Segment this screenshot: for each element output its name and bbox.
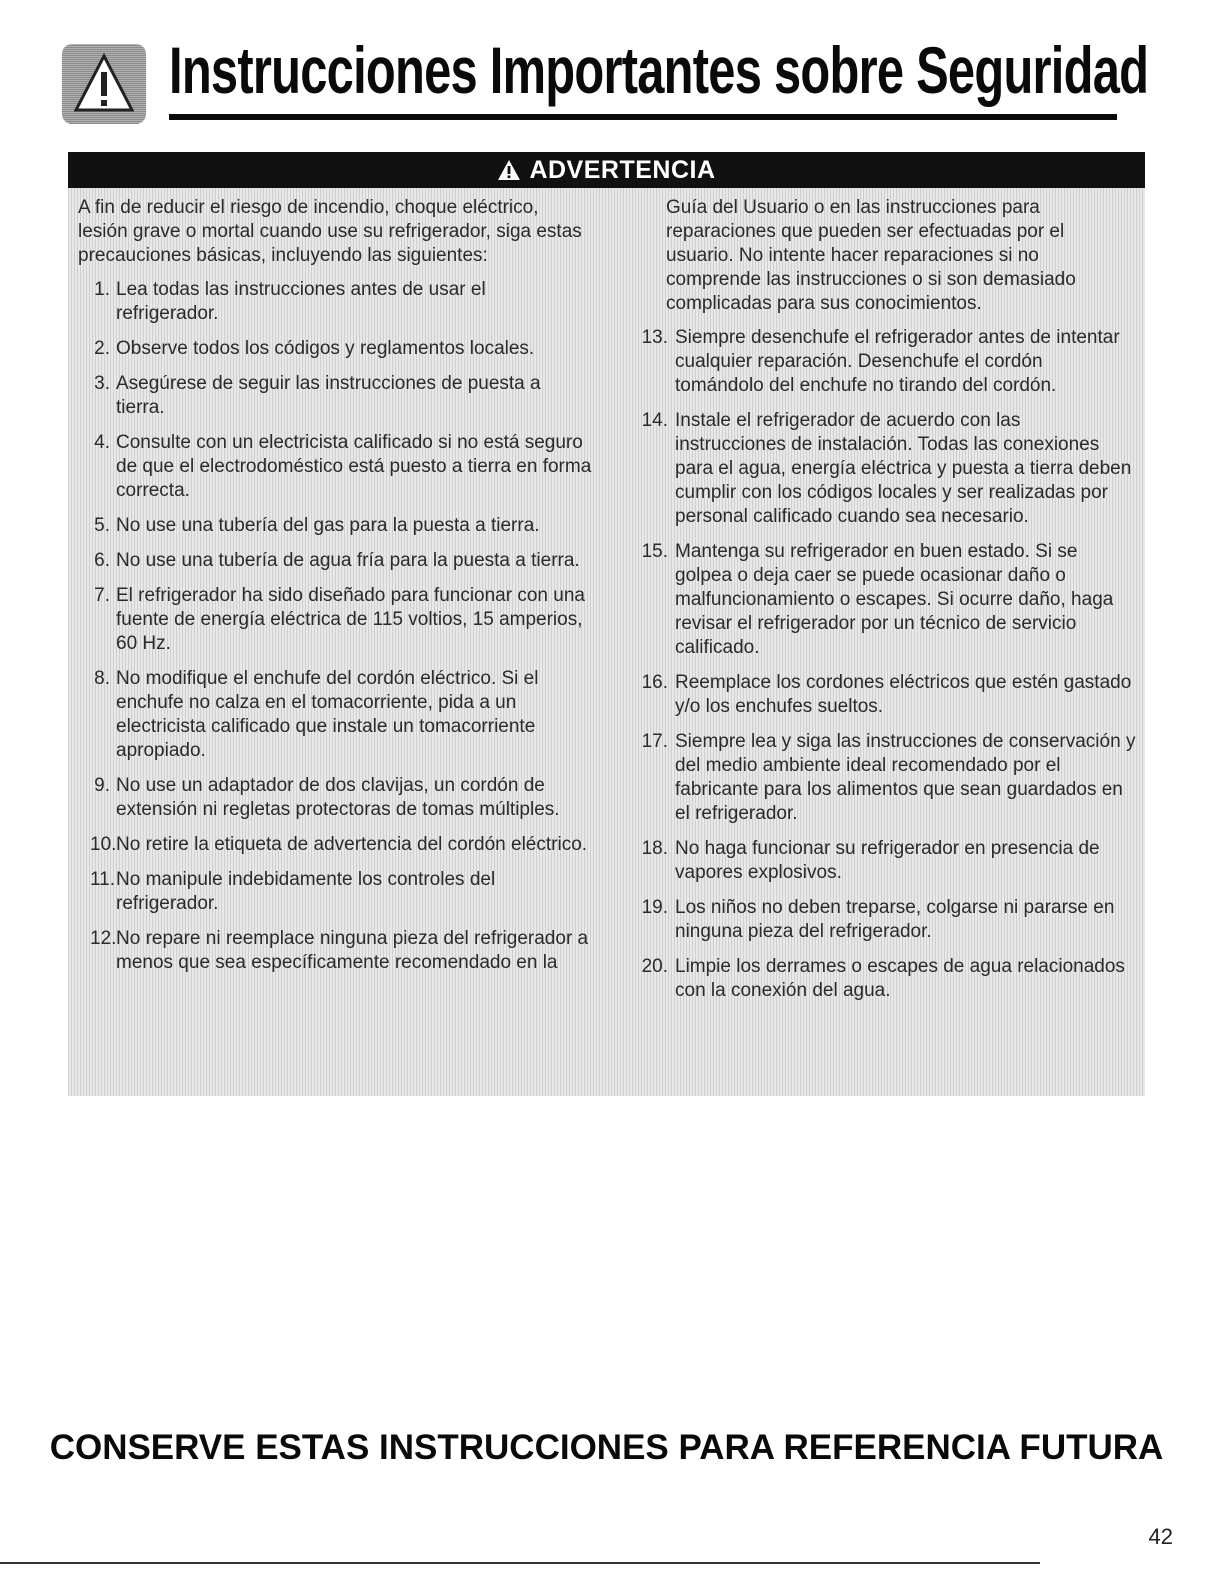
list-item: 6. No use una tubería de agua fría para la puesta a tierra. <box>94 550 580 571</box>
warning-banner <box>68 152 1145 188</box>
page-title: Instrucciones Importantes sobre Seguridad <box>169 33 1149 107</box>
warning-triangle-icon <box>62 44 146 124</box>
list-item: 3. Asegúrese de seguir las instrucciones de puesta a tierra. <box>94 373 541 418</box>
bottom-divider <box>0 1562 1040 1564</box>
list-item: 17. Siempre lea y siga las instrucciones de conservación y del medio ambiente ideal recomendado por el fabricante para los alimentos que sean guardados en el refrigerador. <box>641 731 1136 824</box>
list-item: 15. Mantenga su refrigerador en buen estado. Si se golpea o deja caer se puede ocasionar daño o malfuncionamiento o escapes. Si ocurre daño, haga revisar el refrigerador por un técnico de servicio calificado. <box>641 541 1114 658</box>
list-item: 19. Los niños no deben treparse, colgarse ni pararse en ninguna pieza del refrigerador. <box>641 897 1115 942</box>
title-underline <box>169 114 1117 120</box>
page-number: 42 <box>1148 1524 1173 1549</box>
list-item: 2. Observe todos los códigos y reglamentos locales. <box>94 338 535 359</box>
warning-icon <box>497 155 521 192</box>
list-item: 18. No haga funcionar su refrigerador en presencia de vapores explosivos. <box>641 838 1100 883</box>
list-item: 5. No use una tubería del gas para la puesta a tierra. <box>94 515 540 536</box>
list-item: 9. No use un adaptador de dos clavijas, un cordón de extensión ni regletas protectoras de tomas múltiples. <box>94 775 560 820</box>
list-item: 14. Instale el refrigerador de acuerdo con las instrucciones de instalación. Todas las conexiones para el agua, energía eléctrica y puesta a tierra deben cumplir con los códigos locales y ser realizadas por personal calificado cuando sea necesario. <box>641 410 1132 527</box>
list-item: 11. No manipule indebidamente los controles del refrigerador. <box>90 869 496 914</box>
list-item: 8. No modifique el enchufe del cordón eléctrico. Si el enchufe no calza en el tomacorriente, pida a un electricista calificado que instale un tomacorriente apropiado. <box>94 668 539 761</box>
list-item: 13. Siempre desenchufe el refrigerador antes de intentar cualquier reparación. Desenchufe el cordón tomándolo del enchufe no tirando del cordón. <box>641 327 1120 396</box>
list-item: 4. Consulte con un electricista calificado si no está seguro de que el electrodoméstico está puesto a tierra en forma correcta. <box>94 432 592 501</box>
footer-note: CONSERVE ESTAS INSTRUCCIONES PARA REFERENCIA FUTURA <box>49 1428 1164 1467</box>
list-item: 20. Limpie los derrames o escapes de agua relacionados con la conexión del agua. <box>641 956 1125 1001</box>
warning-intro: A fin de reducir el riesgo de incendio, choque eléctrico, lesión grave o mortal cuando use su refrigerador, siga estas precauciones básicas, incluyendo las siguientes: <box>78 197 582 266</box>
safety-list-left <box>78 278 593 975</box>
left-column <box>78 196 593 986</box>
right-column <box>636 196 1136 1014</box>
page-header <box>62 30 1149 125</box>
item-12-continuation: Guía del Usuario o en las instrucciones para reparaciones que pueden ser efectuadas por el usuario. No intente hacer reparaciones si no comprende las instrucciones o si son demasiado complicadas para sus conocimientos. <box>666 197 1076 314</box>
list-item: 12. No repare ni reemplace ninguna pieza del refrigerador a menos que sea específicamente recomendado en la <box>90 928 589 973</box>
list-item: 7. El refrigerador ha sido diseñado para funcionar con una fuente de energía eléctrica de 115 voltios, 15 amperios, 60 Hz. <box>94 585 585 654</box>
list-item: 1. Lea todas las instrucciones antes de usar el refrigerador. <box>94 279 486 324</box>
warning-box <box>68 152 1145 1096</box>
list-item: 16. Reemplace los cordones eléctricos que estén gastado y/o los enchufes sueltos. <box>641 672 1132 717</box>
list-item: 10. No retire la etiqueta de advertencia del cordón eléctrico. <box>90 834 588 855</box>
warning-label: ADVERTENCIA <box>529 156 716 184</box>
safety-list-right <box>636 326 1136 1003</box>
